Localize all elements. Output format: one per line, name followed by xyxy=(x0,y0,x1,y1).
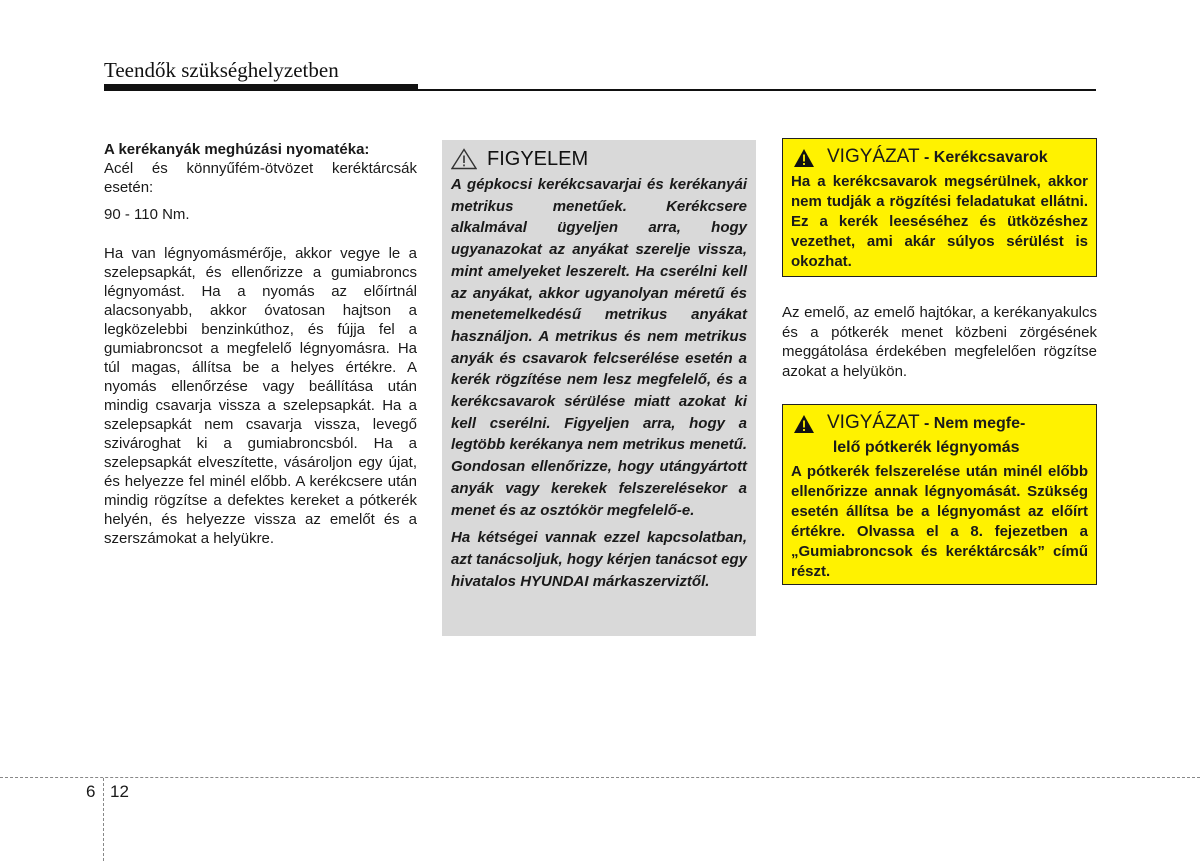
caution-title-main: VIGYÁZAT xyxy=(827,412,920,433)
page-header-title: Teendők szükséghelyzetben xyxy=(104,58,339,82)
tire-pressure-paragraph: Ha van légnyomásmérője, akkor vegye le a szelepsapkát, és ellenőrizze a gumiabroncs légnyomást. Ha a nyomás az előírtnál alacsonyabb, akkor óvatosan hajtson a legközelebbi benzinkúthoz, és fújja fel a gumiabroncsot a megfelelő légnyomásra. Ha túl magas, állítsa be a helyes értékre. A nyomás ellenőrzése vagy beállítása után mindig csavarja vissza a szelepsapkát. Ha a szelepsapkát nem csavarja vissza, levegő szivároghat ki a gumiabroncsból. Ha a szelepsapkát elveszítette, vásároljon egy újat, és helyezze fel minél előbb. A kerékcsere után mindig rögzítse a defektes kereket a pótkerék helyén, és helyezze vissza az emelőt és a szerszámokat a helyükre. xyxy=(104,245,417,547)
header-rule-thin xyxy=(418,89,1096,91)
caution-body: Ha a kerékcsavarok megsérülnek, akkor nem tudják a rögzítési feladatukat ellátni. Ez a kerék leeséséhez és ütközéshez vezethet, ami akár súlyos sérülést is okozhat. xyxy=(791,173,1088,270)
caution-title-sub: - Nem megfe- xyxy=(919,415,1026,432)
page-number: 12 xyxy=(110,782,129,801)
warning-box xyxy=(442,140,756,636)
warning-triangle-outline-icon xyxy=(451,148,477,170)
footer-rule xyxy=(0,777,1200,778)
tool-storage-paragraph: Az emelő, az emelő hajtókar, a kerékanyakulcs és a pótkerék menet közbeni zörgésének meggátolása érdekében megfelelően rögzítse azokat a helyükön. xyxy=(782,304,1097,380)
caution-title xyxy=(827,411,1025,460)
caution-title-main: VIGYÁZAT xyxy=(827,146,920,167)
left-column xyxy=(104,140,417,548)
warning-triangle-filled-icon xyxy=(793,148,815,168)
torque-value: 90 - 110 Nm. xyxy=(104,206,190,223)
caution-title-sub: - Kerékcsavarok xyxy=(919,149,1048,166)
torque-heading: A kerékanyák meghúzási nyomatéka: xyxy=(104,141,370,158)
chapter-number: 6 xyxy=(86,782,96,801)
warning-triangle-filled-icon xyxy=(793,414,815,434)
warning-title: FIGYELEM xyxy=(487,147,589,170)
warning-header xyxy=(451,146,747,172)
caution-body: A pótkerék felszerelése után minél előbb ellenőrizze annak légnyomását. Szükség esetén állítsa be a légnyomást az előírt értékre. Olvassa el a 8. fejezetben a „Gumiabroncsok és keréktárcsák” című részt. xyxy=(791,463,1088,580)
caution-title xyxy=(827,145,1048,170)
footer-vertical-rule xyxy=(103,778,104,861)
warning-paragraph-2: Ha kétségei vannak ezzel kapcsolatban, azt tanácsoljuk, hogy kérjen tanácsot egy hivatalos HYUNDAI márkaszerviztől. xyxy=(451,529,747,590)
torque-text: Acél és könnyűfém-ötvözet keréktárcsák esetén: xyxy=(104,160,417,196)
header-rule-thick xyxy=(104,84,418,91)
caution-title-line2: lelő pótkerék légnyomás xyxy=(832,439,1020,456)
warning-paragraph-1: A gépkocsi kerékcsavarjai és kerékanyái metrikus menetűek. Kerékcsere alkalmával ügyeljen arra, hogy ugyanazokat az anyákat szerelje vissza, mint amelyeket leszerelt. Ha cserélni kell az anyákat, akkor ugyanolyan méretű és menetemelkedésű metrikus anyákat használjon. A metrikus és nem metrikus anyák és csavarok felcserélése esetén a kerék rögzítése nem lesz megfelelő, és a kerékcsavarok sérülése miatt azokat ki kell cserélni. Figyeljen arra, hogy a legtöbb kerékanya nem metrikus menetű. Gondosan ellenőrizze, hogy utángyártott anyák vagy kerekek felszerelésekor a menet és az osztókör megfelelő-e. xyxy=(451,176,747,519)
caution-box-spare-pressure xyxy=(782,404,1097,585)
caution-box-wheel-bolts xyxy=(782,138,1097,277)
